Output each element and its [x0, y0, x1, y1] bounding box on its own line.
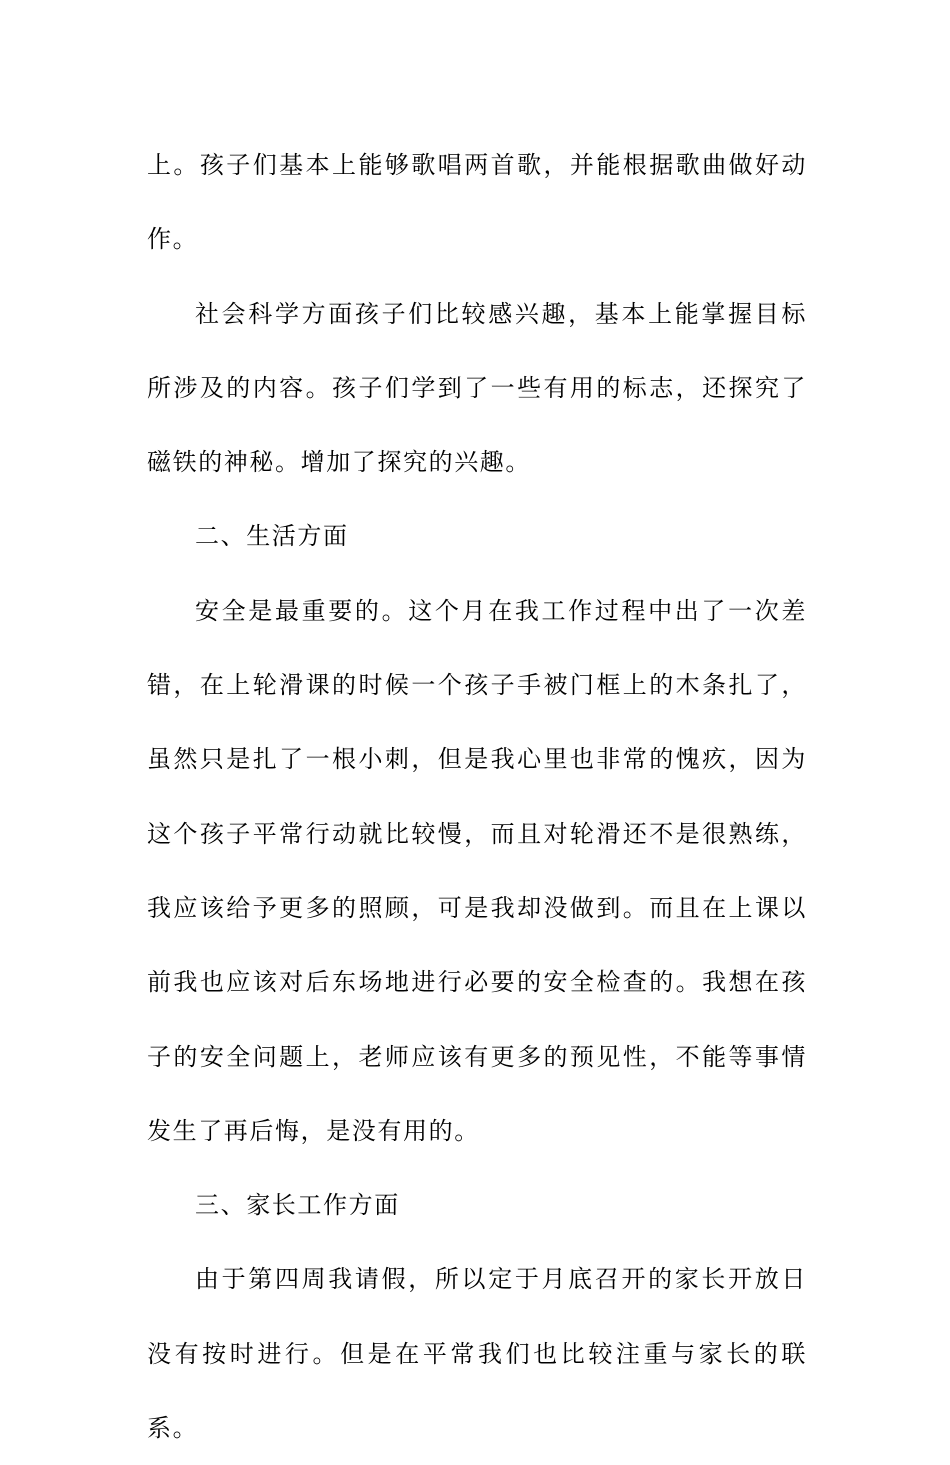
paragraph-safety: 安全是最重要的。这个月在我工作过程中出了一次差错，在上轮滑课的时候一个孩子手被门框上的木条扎了，虽然只是扎了一根小刺，但是我心里也非常的愧疚，因为这个孩子平常行动就比较慢，而且对轮滑还不是很熟练，我应该给予更多的照顾，可是我却没做到。而且在上课以前我也应该对后东场地进行必要的安全检查的。我想在孩子的安全问题上，老师应该有更多的预见性，不能等事情发生了再后悔，是没有用的。	[147, 596, 807, 1145]
document-body	[147, 128, 807, 1465]
section-heading-life: 二、生活方面	[195, 522, 349, 551]
section-heading-parents: 三、家长工作方面	[195, 1191, 400, 1220]
paragraph-continuation: 上。孩子们基本上能够歌唱两首歌，并能根据歌曲做好动作。	[147, 151, 807, 254]
paragraph-parents: 由于第四周我请假，所以定于月底召开的家长开放日没有按时进行。但是在平常我们也比较注重与家长的联系。	[147, 1265, 807, 1443]
paragraph-social-science: 社会科学方面孩子们比较感兴趣，基本上能掌握目标所涉及的内容。孩子们学到了一些有用的标志，还探究了磁铁的神秘。增加了探究的兴趣。	[147, 299, 807, 477]
